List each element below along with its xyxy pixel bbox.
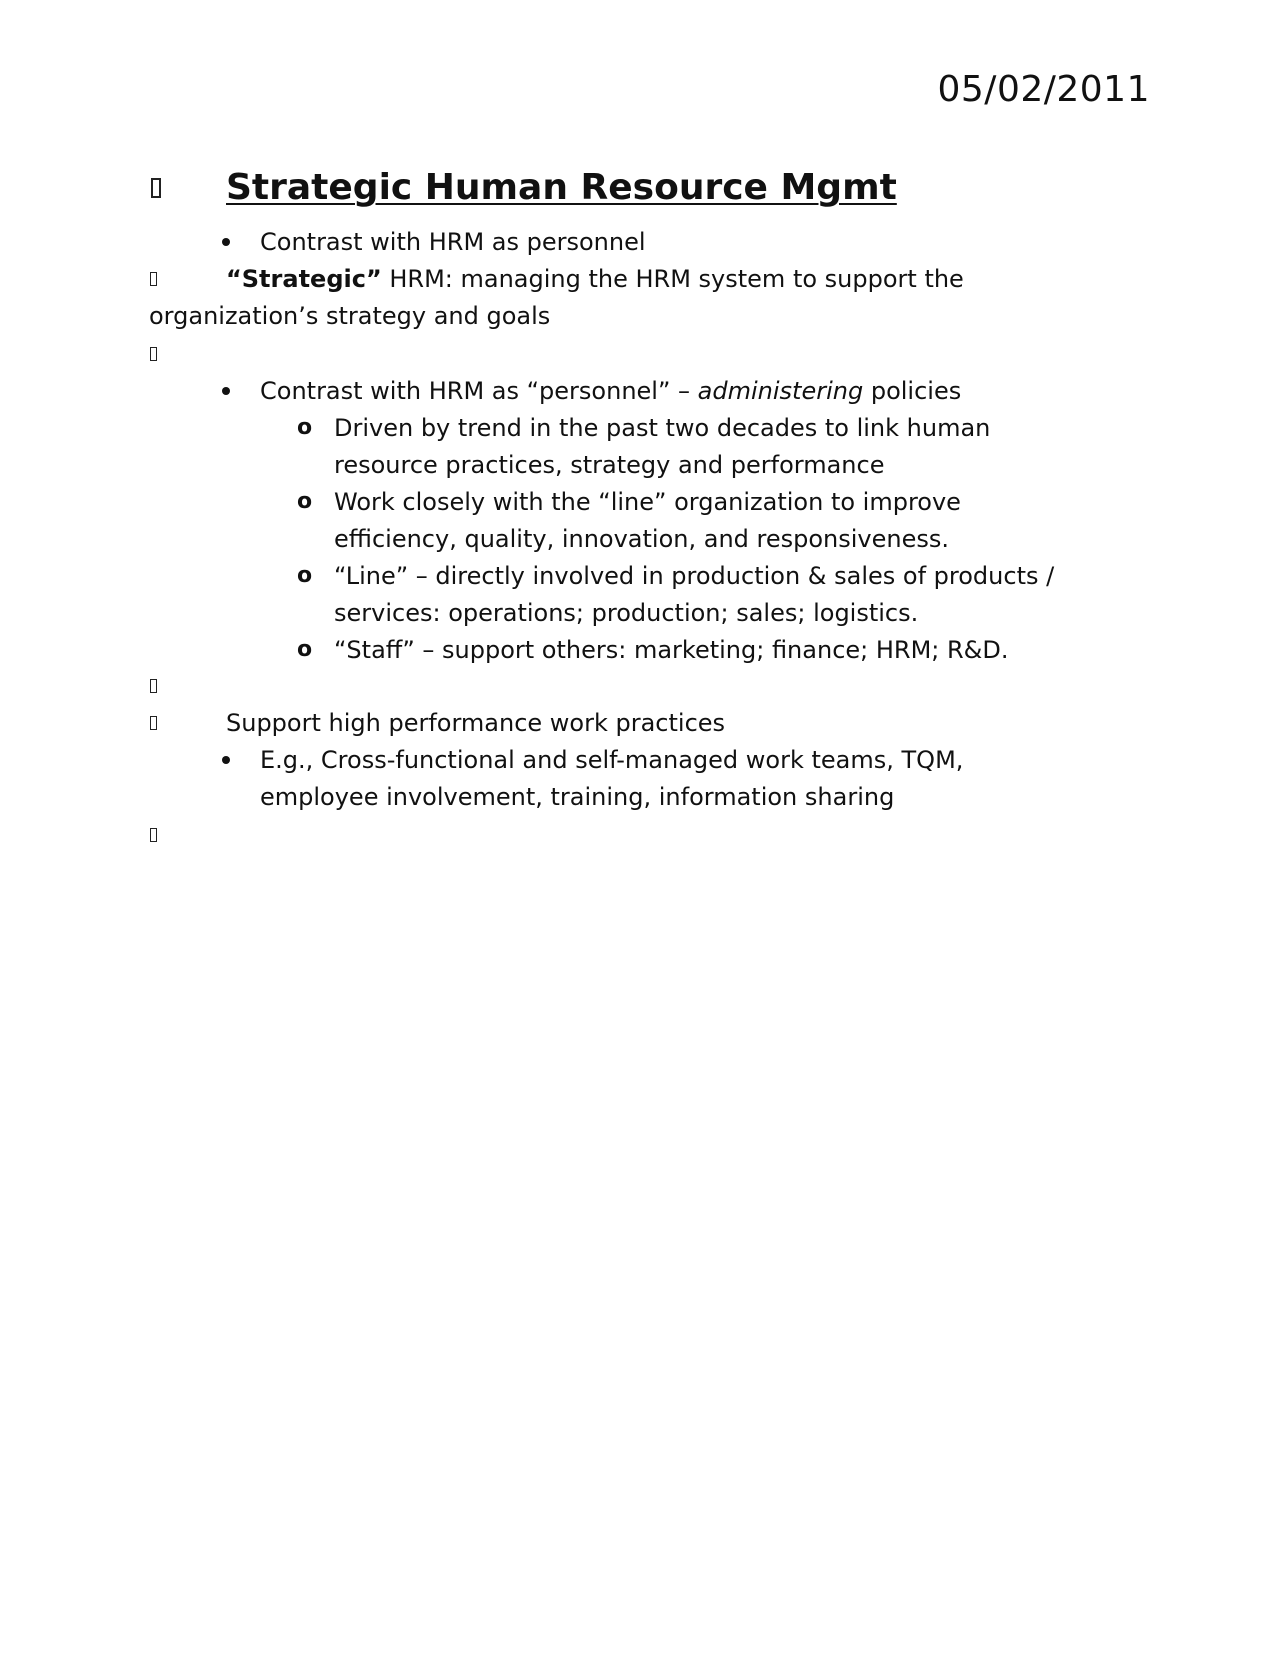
missing-glyph-icon — [150, 679, 157, 693]
list-item-contrast: Contrast with HRM as personnel — [260, 228, 646, 256]
sub-item-2-line-1: Work closely with the “line” organization to improve — [334, 488, 961, 516]
emphasis-text: administering — [697, 377, 864, 405]
missing-glyph-icon — [150, 828, 157, 842]
page-title: Strategic Human Resource Mgmt — [226, 167, 897, 208]
list-item-text: Contrast with HRM as “personnel” – — [260, 377, 698, 405]
sub-bullet-icon: o — [297, 637, 313, 662]
sub-item-2-line-2: efficiency, quality, innovation, and responsiveness. — [334, 525, 950, 553]
list-item-examples-line-2: employee involvement, training, information sharing — [260, 783, 895, 811]
missing-glyph-icon — [150, 716, 157, 730]
strategic-paragraph-continued: organization’s strategy and goals — [149, 302, 551, 330]
strategic-paragraph — [226, 261, 964, 297]
sub-item-1-line-2: resource practices, strategy and performance — [334, 451, 885, 479]
sub-bullet-icon: o — [297, 563, 313, 588]
document-date: 05/02/2011 — [937, 69, 1150, 110]
sub-item-3-line-1: “Line” – directly involved in production & sales of products / — [334, 562, 1055, 590]
missing-glyph-icon — [151, 178, 161, 198]
missing-glyph-icon — [150, 347, 157, 361]
sub-bullet-icon: o — [297, 489, 313, 514]
sub-item-4-line-1: “Staff” – support others: marketing; finance; HRM; R&D. — [334, 636, 1009, 664]
sub-item-1-line-1: Driven by trend in the past two decades to link human — [334, 414, 991, 442]
bullet-icon — [222, 756, 230, 764]
bullet-icon — [222, 238, 230, 246]
sub-item-3-line-2: services: operations; production; sales; logistics. — [334, 599, 919, 627]
list-item-examples-line-1: E.g., Cross-functional and self-managed work teams, TQM, — [260, 746, 964, 774]
missing-glyph-icon — [150, 272, 157, 286]
support-paragraph: Support high performance work practices — [226, 709, 726, 737]
sub-bullet-icon: o — [297, 415, 313, 440]
bullet-icon — [222, 387, 230, 395]
list-item-text: policies — [863, 377, 962, 405]
list-item-administering — [260, 373, 961, 409]
strategic-definition: HRM: managing the HRM system to support the — [381, 265, 964, 293]
strategic-term: “Strategic” — [226, 265, 382, 293]
